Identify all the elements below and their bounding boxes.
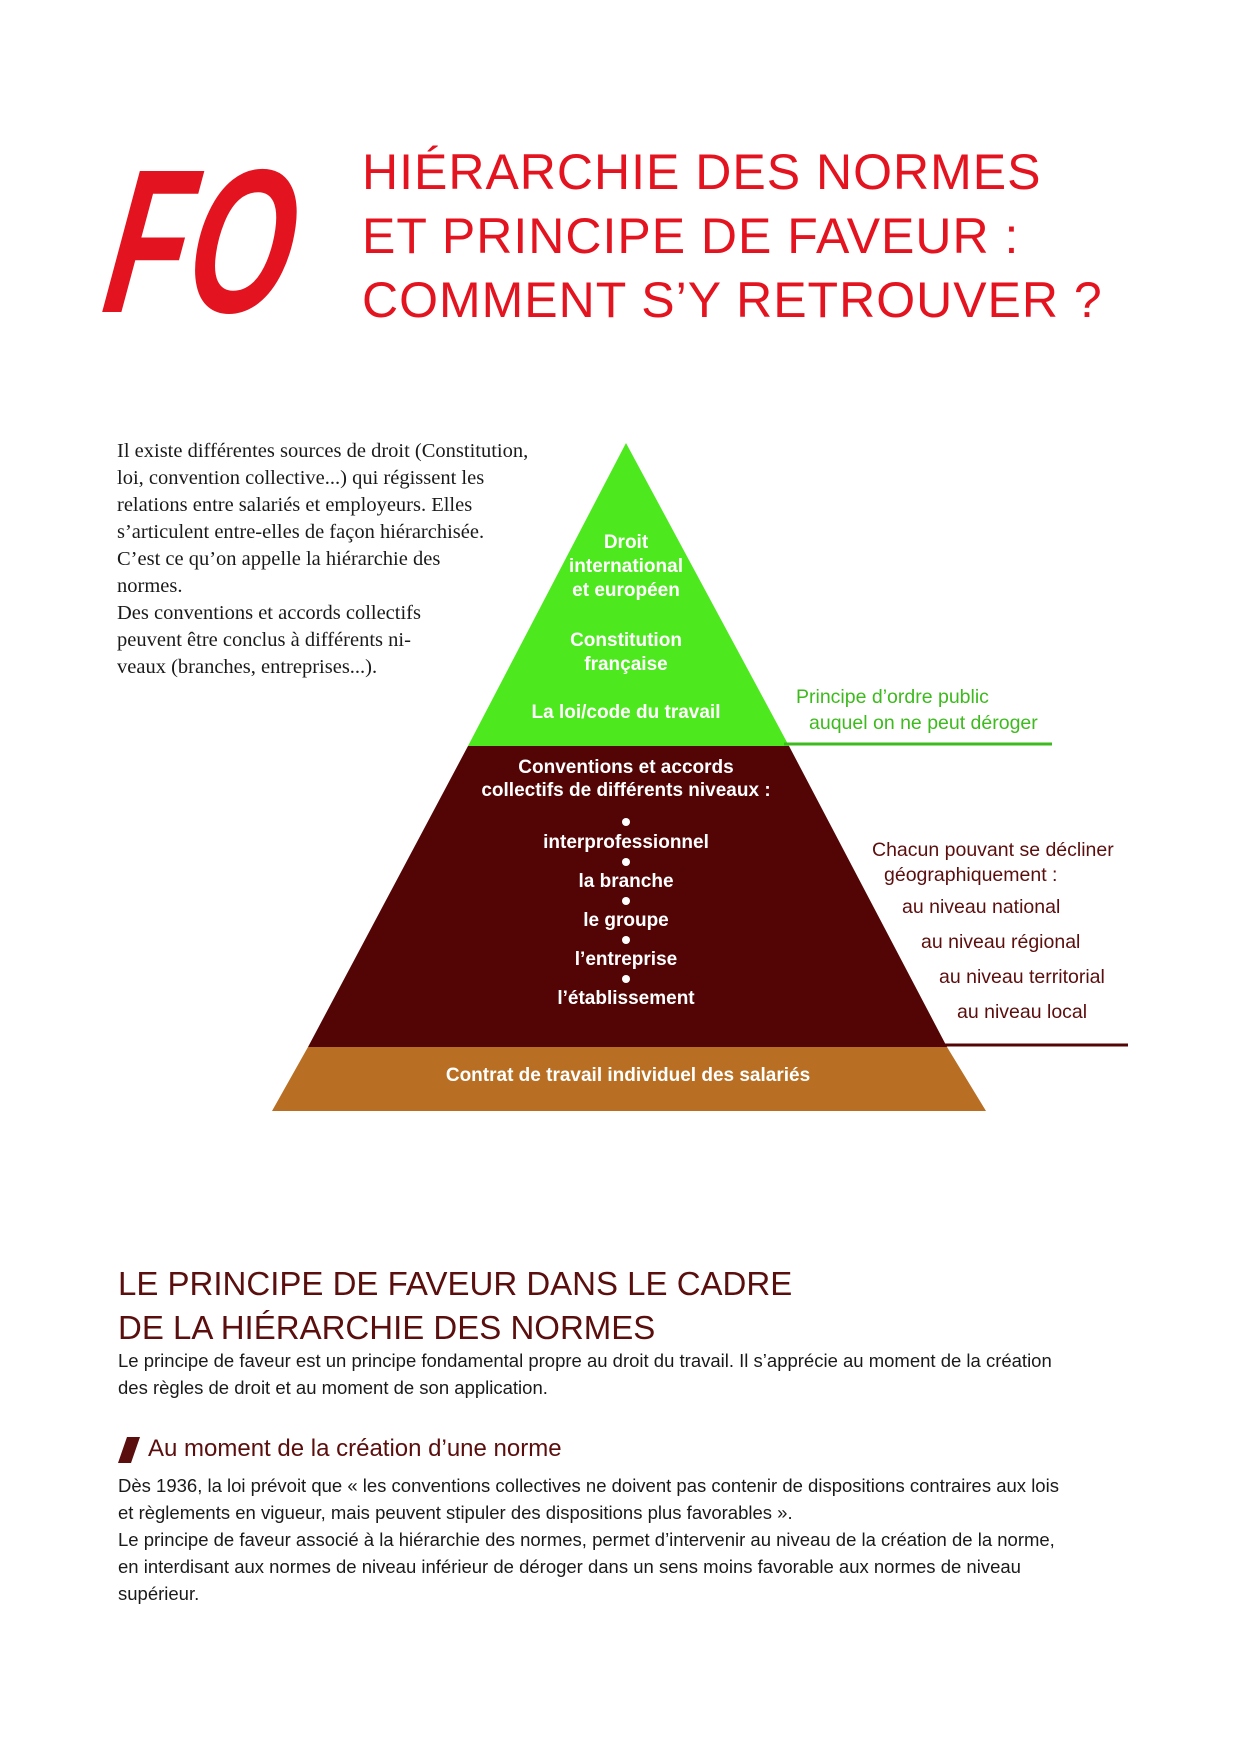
bullet-dot	[622, 936, 630, 944]
contrat-travail-label: Contrat de travail individuel des salariés	[445, 1065, 811, 1086]
intro-line: s’articulent entre-elles de façon hiérarchisée.	[117, 521, 485, 543]
intro-line: peuvent être conclus à différents ni-	[117, 629, 411, 651]
loi-code-travail-label: La loi/code du travail	[531, 702, 721, 723]
ordre-public-note	[796, 684, 1038, 736]
geographic-heading: Chacun pouvant se décliner géographiquement :	[872, 839, 1114, 886]
title-line: COMMENT S’Y RETROUVER ?	[362, 272, 1103, 328]
bullet-dot	[622, 858, 630, 866]
intro-line: C’est ce qu’on appelle la hiérarchie des	[117, 548, 441, 570]
ordre-public-line: auquel on ne peut déroger	[809, 712, 1038, 734]
intro-line: relations entre salariés et employeurs. Elles	[117, 494, 473, 516]
bullet-dot	[622, 975, 630, 983]
subheading-text: Au moment de la création d’une norme	[148, 1435, 562, 1462]
title-line: ET PRINCIPE DE FAVEUR :	[362, 208, 1020, 264]
droit-international-label: Droit international et européen	[568, 532, 683, 601]
geographic-item: au niveau territorial	[939, 966, 1105, 988]
geographic-item: au niveau régional	[921, 931, 1081, 953]
constitution-label: Constitution française	[570, 630, 682, 675]
intro-line: Des conventions et accords collectifs	[117, 602, 421, 624]
conventions-heading: Conventions et accords collectifs de différents niveaux :	[481, 757, 771, 801]
intro-line: veaux (branches, entreprises...).	[117, 656, 378, 678]
level-item: interprofessionnel	[543, 832, 709, 853]
section-heading: LE PRINCIPE DE FAVEUR DANS LE CADRE DE LA HIÉRARCHIE DES NORMES	[118, 1265, 793, 1346]
level-item: le groupe	[583, 910, 669, 931]
subheading	[118, 1433, 562, 1465]
slash-marker-icon	[118, 1437, 140, 1463]
section-intro: Le principe de faveur est un principe fondamental propre au droit du travail. Il s’apprécie au moment de la création des règles de droit et au moment de son application.	[118, 1350, 1052, 1398]
intro-line: normes.	[117, 575, 183, 597]
section-body: Dès 1936, la loi prévoit que « les conventions collectives ne doivent pas contenir de dispositions contraires aux lois et règlements en vigueur, mais peuvent stipuler des dispositions plus favorables ». Le principe de faveur associé à la hiérarchie des normes, permet d’intervenir au niveau de la création de la norme, en interdisant aux normes de niveau inférieur de déroger dans un sens moins favorable aux normes de niveau supérieur.	[118, 1475, 1059, 1604]
level-item: la branche	[578, 871, 674, 892]
conventions-levels-list	[476, 816, 776, 1011]
title-line: HIÉRARCHIE DES NORMES	[362, 144, 1042, 200]
bullet-dot	[622, 897, 630, 905]
geographic-item: au niveau local	[957, 1001, 1088, 1023]
fo-logo-text: FO	[93, 126, 411, 356]
geographic-item: au niveau national	[902, 896, 1061, 918]
level-item: l’entreprise	[574, 949, 678, 970]
level-item: l’établissement	[557, 988, 695, 1009]
intro-line: Il existe différentes sources de droit (Constitution,	[117, 440, 529, 462]
intro-line: loi, convention collective...) qui régissent les	[117, 467, 485, 489]
ordre-public-line: Principe d’ordre public	[796, 686, 989, 708]
bullet-dot	[622, 818, 630, 826]
geographic-levels-note	[872, 838, 1114, 1030]
